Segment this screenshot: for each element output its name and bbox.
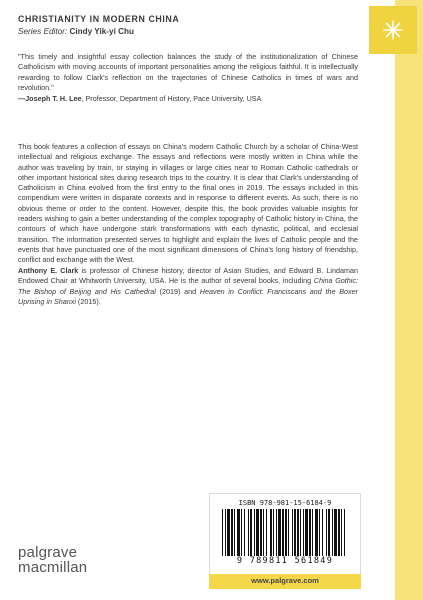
barcode-box xyxy=(209,493,361,575)
bio-text-1: is professor of Chinese history, director of Asian Studies, and Edward B. Lindaman Endowed Chair at Whitworth University, USA. He is the author of several books, including xyxy=(18,266,358,286)
barcode-digits: 9 789811 561849 xyxy=(236,556,334,566)
endorsement-quote xyxy=(18,52,358,104)
quote-attribution-name: —Joseph T. H. Lee xyxy=(18,94,82,104)
book-title-1: China Gothic: The Bishop of Beijing and His Cathedral xyxy=(18,276,358,296)
barcode-icon xyxy=(220,509,350,556)
bio-text-2: (2019) and xyxy=(155,286,200,296)
author-name: Anthony E. Clark xyxy=(18,266,79,275)
publisher-logo xyxy=(18,545,87,575)
series-title: CHRISTIANITY IN MODERN CHINA xyxy=(18,14,180,24)
yellow-edge-strip xyxy=(395,0,423,600)
website-url: www.palgrave.com xyxy=(251,576,319,585)
palgrave-star-logo-icon xyxy=(369,6,417,54)
book-title-2: Heaven in Conflict: Franciscans and the Boxer Uprising in Shanxi xyxy=(18,286,358,306)
series-editor-label: Series Editor: xyxy=(18,27,68,36)
publisher-line1: palgrave xyxy=(18,544,78,561)
quote-text: "This timely and insightful essay collection balances the study of the institutionalization of Chinese Catholicism with moving accounts of important personalities among the religious faithful. It is intellectually rewarding to follow Clark's reflection on the trajectories of Chinese Catholics in times of wars and revolution." xyxy=(18,52,358,92)
author-bio xyxy=(18,266,358,307)
bio-text-3: (2015). xyxy=(75,296,101,306)
series-editor xyxy=(18,27,134,36)
quote-attribution-rest: , Professor, Department of History, Pace University, USA xyxy=(81,94,262,104)
publisher-line2: macmillan xyxy=(18,559,88,576)
website-strip xyxy=(209,574,361,589)
book-description: This book features a collection of essays on China's modern Catholic Church by a scholar of China-West intellectual and religious exchange. The essays and reflections were mostly written in China while the author was traveling by train, or staying in villages or large cities near to Roman Catholic cathedrals or other important historical sites during research trips to the country. It is clear that Clark's understanding of Catholicism in China evolved from the first entry to the final ones in 2019. The essays included in this compendium were written in disparate contexts and in response to different events. As such, there is no obvious theme or order to the content. However, despite this, the book provides valuable insights for readers wishing to gain a better understanding of the complex topography of Catholic history in China, the contours of which have undergone stark transformations with each dynastic, political, and ecclesial transition. The information presented serves to highlight and explain the lives of Catholic people and the events that have punctuated one of the most significant dimensions of China's long history of friendship, conflict and exchange with the West. xyxy=(18,142,358,265)
isbn-label: ISBN 978-981-15-6184-9 xyxy=(238,499,332,507)
quote-attribution xyxy=(18,94,358,104)
series-editor-name: Cindy Yik-yi Chu xyxy=(69,27,135,36)
